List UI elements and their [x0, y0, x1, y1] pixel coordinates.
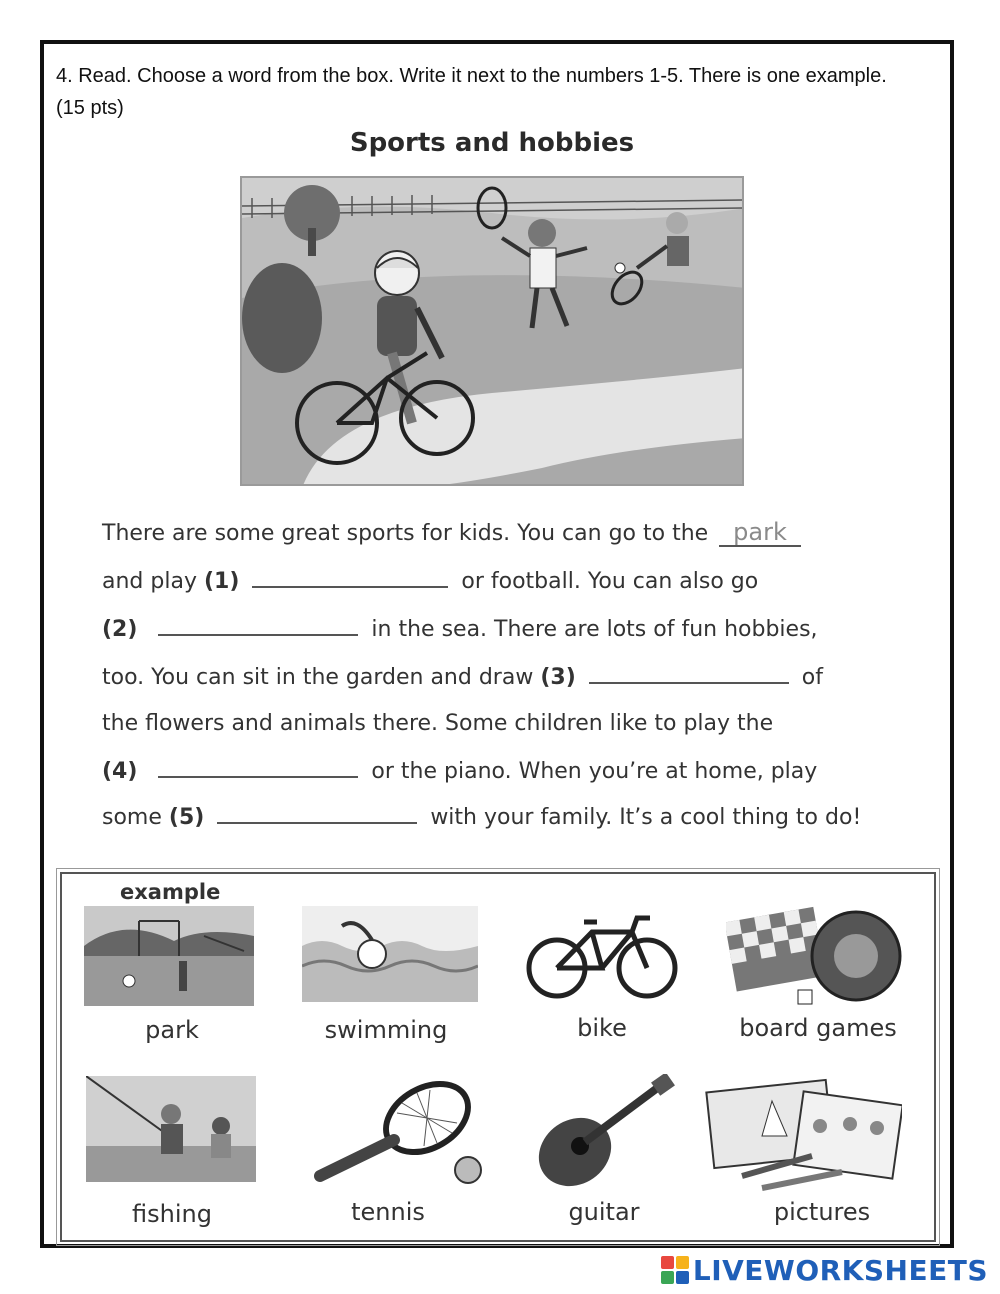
fishing-picture — [86, 1076, 256, 1182]
passage-text: and play — [102, 569, 197, 594]
instructions — [56, 60, 956, 124]
answer-blank-1[interactable] — [252, 568, 448, 588]
passage-text: some — [102, 805, 162, 830]
instructions-line-1: 4. Read. Choose a word from the box. Write it next to the numbers 1-5. There is one example. — [56, 65, 887, 87]
pictures-picture — [702, 1076, 902, 1196]
section-title: Sports and hobbies — [349, 128, 635, 158]
bike-picture — [522, 910, 682, 1000]
park-scene-illustration — [240, 176, 744, 486]
passage-text: or football. You can also go — [461, 569, 759, 594]
board-games-picture — [726, 904, 906, 1008]
instructions-line-2: (15 pts) — [56, 97, 124, 119]
passage-text: or the piano. When you’re at home, play — [371, 759, 818, 784]
word-fishing: fishing — [132, 1200, 212, 1228]
blank-number-1: (1) — [203, 569, 240, 594]
passage-text: the flowers and animals there. Some children like to play the — [102, 711, 774, 736]
passage-line-6 — [102, 752, 817, 792]
example-answer: park — [719, 519, 801, 547]
passage-line-5 — [102, 704, 773, 744]
blank-number-4: (4) — [102, 759, 138, 784]
passage-text: in the sea. There are lots of fun hobbies, — [371, 617, 818, 642]
passage-line-3 — [102, 610, 818, 650]
passage-line-2 — [102, 562, 758, 602]
park-picture — [84, 906, 254, 1006]
passage-text: too. You can sit in the garden and draw — [102, 665, 534, 690]
liveworksheets-logo[interactable] — [661, 1252, 988, 1288]
tennis-picture — [312, 1078, 492, 1188]
word-board-games: board games — [739, 1014, 897, 1042]
park-scene-drawing — [242, 178, 744, 486]
answer-blank-3[interactable] — [589, 664, 789, 684]
passage-line-7 — [102, 798, 861, 838]
answer-blank-4[interactable] — [158, 758, 358, 778]
word-bike: bike — [577, 1014, 627, 1042]
passage-text: of — [801, 665, 823, 690]
passage-text: There are some great sports for kids. You can go to the — [102, 521, 709, 546]
answer-blank-5[interactable] — [217, 804, 417, 824]
blank-number-5: (5) — [168, 805, 205, 830]
word-tennis: tennis — [351, 1198, 425, 1226]
blank-number-2: (2) — [102, 617, 138, 642]
guitar-picture — [530, 1074, 680, 1188]
word-pictures: pictures — [773, 1198, 871, 1226]
blank-number-3: (3) — [540, 665, 576, 690]
passage-line-4 — [102, 658, 823, 698]
word-guitar: guitar — [568, 1198, 640, 1226]
answer-blank-2[interactable] — [158, 616, 358, 636]
word-park: park — [145, 1016, 199, 1044]
logo-icon — [661, 1256, 689, 1284]
brand-text: LIVEWORKSHEETS — [692, 1253, 988, 1287]
swimming-picture — [302, 906, 478, 1002]
example-label: example — [120, 880, 221, 904]
passage-line-1 — [102, 514, 801, 554]
word-swimming: swimming — [324, 1016, 448, 1044]
passage-text: with your family. It’s a cool thing to do! — [430, 805, 862, 830]
